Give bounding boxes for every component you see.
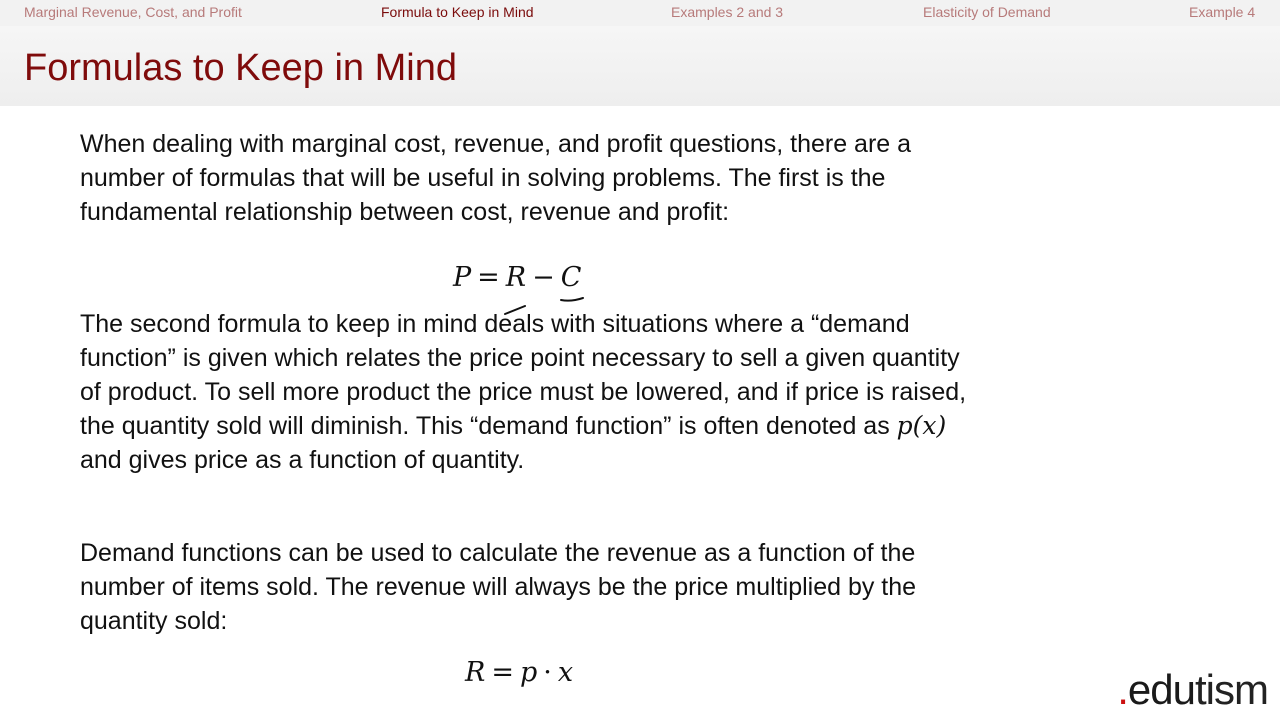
formula-profit-a: R [505,262,527,293]
formula-profit-b: C [560,262,582,293]
demand-function-notation: p(x) [896,411,947,440]
logo-main: edu [1127,666,1195,713]
paragraph-demand-text-1: The second formula to keep in mind deals with situations where a “demand function” is given which relates the price point necessary to sell a given quantity of product. To sell more product the price must be lowered, and if price is raised, the quantity sold will diminish. This “demand function” is often denoted as [80,310,967,440]
paragraph-demand [80,307,980,477]
edutism-logo [1117,666,1268,714]
formula-revenue-lhs: R [465,657,486,688]
formula-profit-eq: = [477,262,500,293]
page-title: Formulas to Keep in Mind [24,47,457,89]
formula-revenue-eq: = [491,657,514,688]
paragraph-intro: When dealing with marginal cost, revenue, and profit questions, there are a number of formulas that will be useful in solving problems. The first is the fundamental relationship between cost, revenue and profit: [80,130,912,226]
formula-revenue [465,657,573,688]
formula-profit-op: − [532,262,555,293]
nav-item-example-4[interactable]: Example 4 [1189,4,1256,20]
logo-tail: tism [1195,666,1268,713]
nav-item-marginal-revenue[interactable]: Marginal Revenue, Cost, and Profit [24,4,242,20]
section-nav [0,0,1280,26]
paragraph-revenue: Demand functions can be used to calculate the revenue as a function of the number of items sold. The revenue will always be the price multiplied by the quantity sold: [80,539,917,635]
paragraph-demand-text-2: and gives price as a function of quantity. [80,446,525,474]
logo-dot: . [1117,666,1128,713]
formula-profit-lhs: P [453,262,472,293]
nav-item-elasticity[interactable]: Elasticity of Demand [923,4,1051,20]
formula-revenue-b: x [557,657,574,688]
formula-profit [453,262,581,293]
nav-item-formula[interactable]: Formula to Keep in Mind [381,4,534,20]
formula-revenue-a: p [519,657,538,688]
nav-item-examples-2-3[interactable]: Examples 2 and 3 [671,4,784,20]
formula-revenue-op: · [543,657,552,688]
